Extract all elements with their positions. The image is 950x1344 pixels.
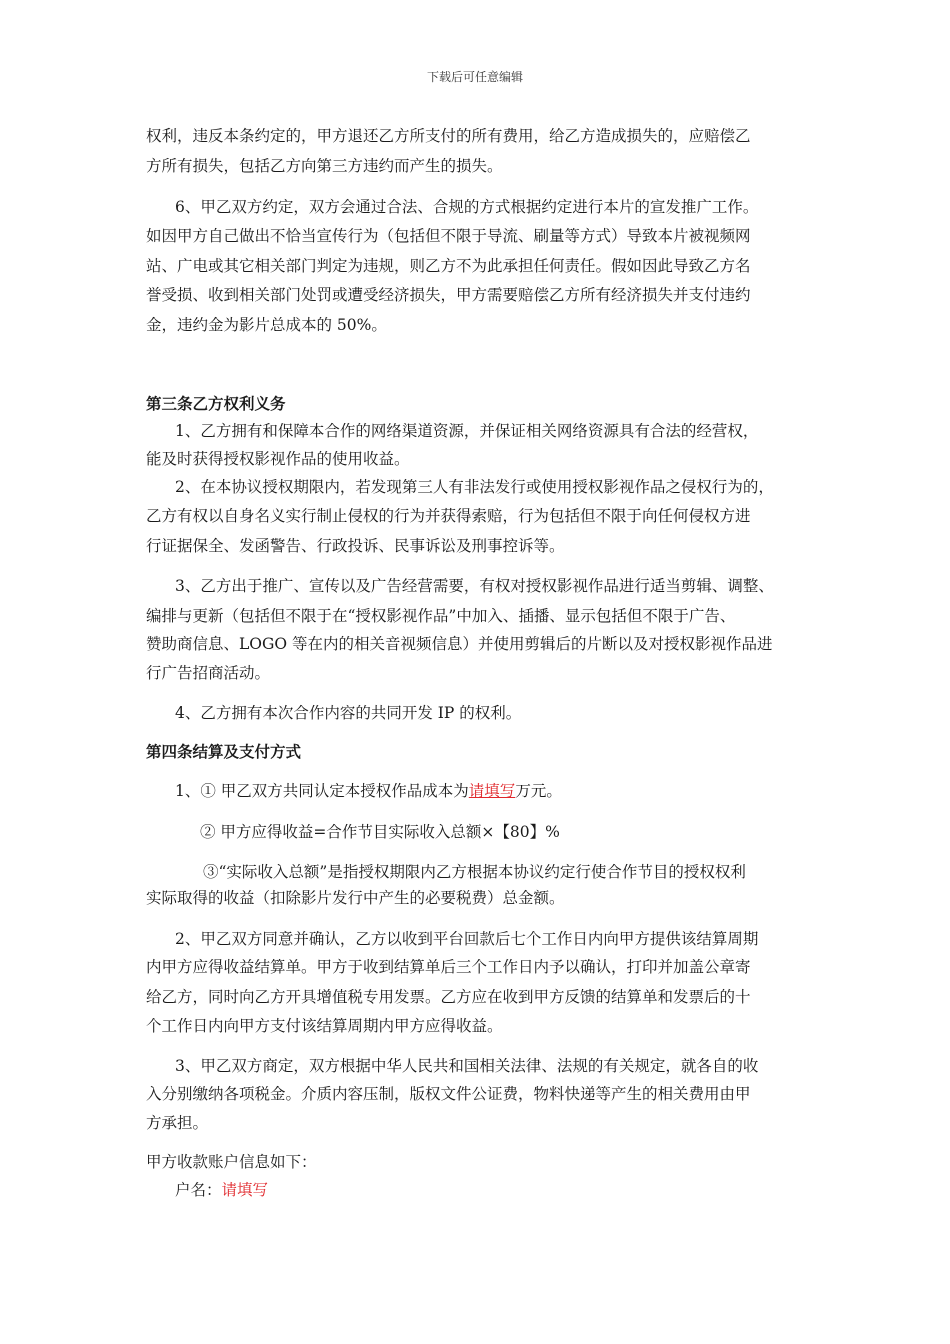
text-line: 入分别缴纳各项税金。介质内容压制，版权文件公证费，物料快递等产生的相关费用由甲 [146, 1085, 751, 1103]
text-line: 3、乙方出于推广、宣传以及广告经营需要，有权对授权影视作品进行适当剪辑、调整、 [175, 577, 774, 595]
text-segment: 户名： [175, 1181, 222, 1199]
text-line: 实际取得的收益（扣除影片发行中产生的必要税费）总金额。 [146, 889, 565, 907]
text-line [175, 1180, 268, 1200]
text-line: 站、广电或其它相关部门判定为违规，则乙方不为此承担任何责任。假如因此导致乙方名 [146, 257, 751, 275]
text-line: 1、乙方拥有和保障本合作的网络渠道资源，并保证相关网络资源具有合法的经营权， [175, 422, 759, 440]
text-line: 金，违约金为影片总成本的 50%。 [146, 316, 387, 334]
text-line: 权利，违反本条约定的，甲方退还乙方所支付的所有费用，给乙方造成损失的，应赔偿乙 [146, 127, 751, 145]
text-line: 2、甲乙双方同意并确认，乙方以收到平台回款后七个工作日内向甲方提供该结算周期 [175, 930, 759, 948]
text-line: 个工作日内向甲方支付该结算周期内甲方应得收益。 [146, 1017, 503, 1035]
section-heading: 第四条结算及支付方式 [146, 743, 302, 761]
text-segment: 万元。 [515, 782, 562, 800]
text-line: 方承担。 [146, 1114, 209, 1132]
section-heading: 第三条乙方权利义务 [146, 395, 286, 413]
text-line: 4、乙方拥有本次合作内容的共同开发 IP 的权利。 [175, 704, 522, 722]
text-segment: 1、① 甲乙双方共同认定本授权作品成本为 [175, 782, 469, 800]
page-header: 下载后可任意编辑 [426, 70, 523, 84]
text-line: 编排与更新（包括但不限于在“授权影视作品”中加入、插播、显示包括但不限于广告、 [146, 607, 736, 625]
text-line: 2、在本协议授权期限内，若发现第三人有非法发行或使用授权影视作品之侵权行为的， [175, 478, 774, 496]
text-line: 甲方收款账户信息如下： [146, 1153, 317, 1171]
text-line: 行证据保全、发函警告、行政投诉、民事诉讼及刑事控诉等。 [146, 537, 565, 555]
text-line: 赞助商信息、LOGO 等在内的相关音视频信息）并使用剪辑后的片断以及对授权影视作品进 [146, 635, 773, 653]
placeholder-text: 请填写 [221, 1181, 269, 1199]
text-line: 誉受损、收到相关部门处罚或遭受经济损失，甲方需要赔偿乙方所有经济损失并支付违约 [146, 286, 751, 304]
text-line: 如因甲方自己做出不恰当宣传行为（包括但不限于导流、刷量等方式）导致本片被视频网 [146, 227, 751, 245]
text-line: 行广告招商活动。 [146, 664, 271, 682]
text-line: 给乙方，同时向乙方开具增值税专用发票。乙方应在收到甲方反馈的结算单和发票后的十 [146, 988, 751, 1006]
text-line: 3、甲乙双方商定，双方根据中华人民共和国相关法律、法规的有关规定，就各自的收 [175, 1057, 759, 1075]
text-line: 能及时获得授权影视作品的使用收益。 [146, 450, 410, 468]
text-line: 方所有损失，包括乙方向第三方违约而产生的损失。 [146, 157, 503, 175]
text-line: ③“实际收入总额”是指授权期限内乙方根据本协议约定行使合作节目的授权权利 [203, 863, 746, 881]
text-line: ② 甲方应得收益=合作节目实际收入总额×【80】% [200, 823, 560, 841]
text-line [175, 781, 562, 801]
placeholder-link[interactable]: 请填写 [468, 782, 516, 800]
text-line: 6、甲乙双方约定，双方会通过合法、合规的方式根据约定进行本片的宣发推广工作。 [175, 198, 759, 216]
text-line: 内甲方应得收益结算单。甲方于收到结算单后三个工作日内予以确认，打印并加盖公章寄 [146, 958, 751, 976]
text-line: 乙方有权以自身名义实行制止侵权的行为并获得索赔，行为包括但不限于向任何侵权方进 [146, 507, 751, 525]
